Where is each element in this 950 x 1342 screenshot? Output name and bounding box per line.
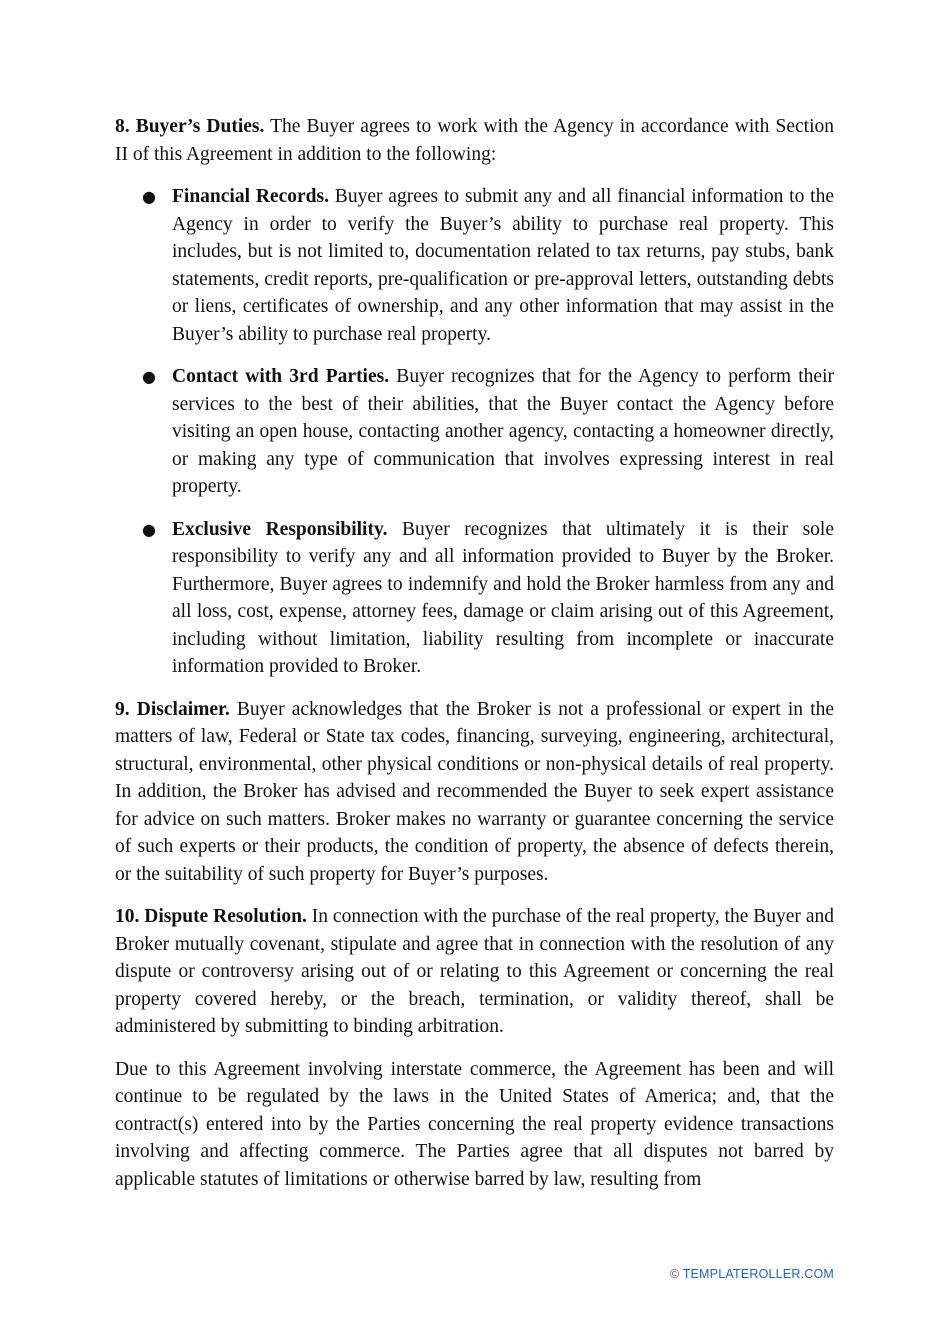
- list-item-contact-third-parties: [115, 363, 834, 501]
- section-10-text: In connection with the purchase of the real property, the Buyer and Broker mutually covenant, stipulate and agree that in connection with the resolution of any dispute or controversy arising out of or relating to this Agreement or concerning the real property covered hereby, or the breach, termination, or validity thereof, shall be administered by submitting to binding arbitration.: [115, 906, 834, 1037]
- bullet-icon: ●: [142, 367, 156, 386]
- section-10-continuation: Due to this Agreement involving interstate commerce, the Agreement has been and will continue to be regulated by the laws in the United States of America; and, that the contract(s) entered into by the Parties concerning the real property evidence transactions involving and affecting commerce. The Parties agree that all disputes not barred by applicable statutes of limitations or otherwise barred by law, resulting from: [115, 1058, 834, 1190]
- bullet-icon: ●: [142, 187, 156, 206]
- item-title: Exclusive Responsibility.: [172, 518, 388, 540]
- section-9-heading: 9. Disclaimer.: [115, 698, 230, 720]
- section-8-text: The Buyer agrees to work with the Agency in accordance with Section II of this Agreement in addition to the following:: [115, 116, 834, 165]
- list-item-financial-records: [115, 183, 834, 348]
- section-9-paragraph: [115, 696, 834, 889]
- copyright-icon: ©: [669, 1267, 680, 1281]
- item-title: Contact with 3rd Parties.: [172, 366, 390, 387]
- document-page: [115, 113, 834, 1208]
- section-10-paragraph: [115, 903, 834, 1041]
- section-10-heading: 10. Dispute Resolution.: [115, 906, 307, 927]
- item-text: Buyer recognizes that for the Agency to perform their services to the best of their abilities, that the Buyer contact the Agency before visiting an open house, contacting another agency, contacting a homeowner directly, or making any type of communication that involves expressing interest in real property.: [172, 366, 834, 497]
- section-9-text: Buyer acknowledges that the Broker is not a professional or expert in the matters of law, Federal or State tax codes, financing, surveying, engineering, architectural, structural, environmental, other physical conditions or non-physical details of real property. In addition, the Broker has advised and recommended the Buyer to seek expert assistance for advice on such matters. Broker makes no warranty or guarantee concerning the service of such experts or their products, the condition of property, the absence of defects therein, or the suitability of such property for Buyer’s purposes.: [115, 698, 835, 885]
- bullet-icon: ●: [142, 519, 156, 539]
- item-text: Buyer recognizes that ultimately it is their sole responsibility to verify any and all information provided to Buyer by the Broker. Furthermore, Buyer agrees to indemnify and hold the Broker harmless from any and all loss, cost, expense, attorney fees, damage or claim arising out of this Agreement, including without limitation, liability resulting from incomplete or inaccurate information provided to Broker.: [172, 518, 835, 677]
- section-8-heading: 8. Buyer’s Duties.: [115, 116, 265, 137]
- buyer-duties-list: [115, 183, 834, 681]
- item-title: Financial Records.: [172, 186, 329, 207]
- section-8-intro: [115, 113, 834, 168]
- footer-watermark: [670, 1267, 834, 1281]
- item-text: Buyer agrees to submit any and all financial information to the Agency in order to verify the Buyer’s ability to purchase real property. This includes, but is not limited to, documentation related to tax returns, pay stubs, bank statements, credit reports, pre-qualification or pre-approval letters, outstanding debts or liens, certificates of ownership, and any other information that may assist in the Buyer’s ability to purchase real property.: [172, 186, 834, 345]
- list-item-exclusive-responsibility: [115, 516, 834, 681]
- footer-link[interactable]: TEMPLATEROLLER.COM: [682, 1267, 834, 1281]
